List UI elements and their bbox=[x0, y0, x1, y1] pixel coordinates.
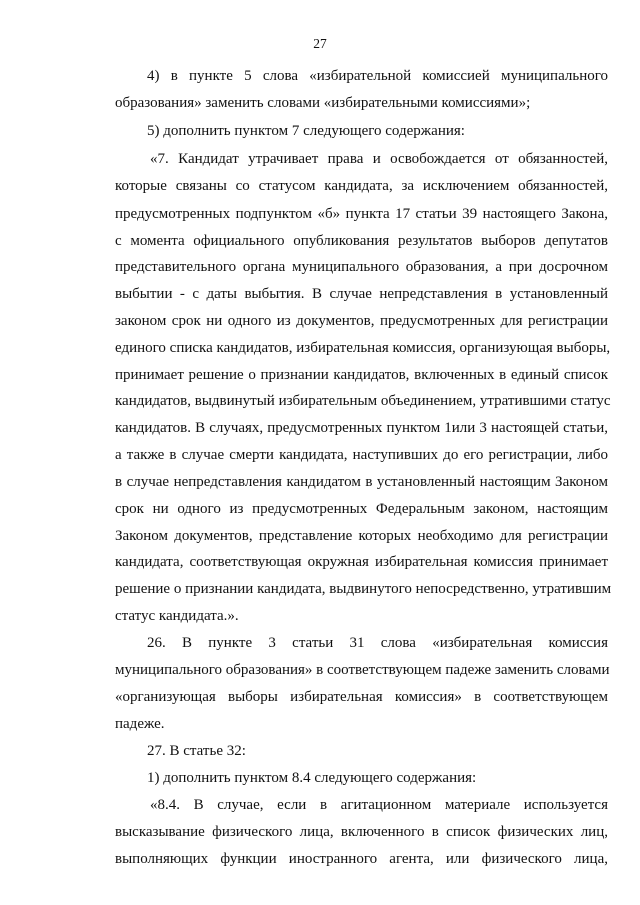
text-line: выбытии - с даты выбытия. В случае непредставления в установленный bbox=[115, 286, 608, 302]
text-line: срок ни одного из предусмотренных Федеральным законом, настоящим bbox=[115, 501, 608, 517]
text-line: в случае непредставления кандидатом в установленный настоящим Законом bbox=[115, 474, 608, 490]
text-line: принимает решение о признании кандидатов, включенных в единый список bbox=[115, 367, 608, 383]
text-line: кандидатов, выдвинутый избирательным объединением, утратившими статус bbox=[115, 393, 611, 409]
text-line: статус кандидата.». bbox=[115, 608, 239, 624]
text-line: образования» заменить словами «избирательными комиссиями»; bbox=[115, 95, 531, 111]
text-line: законом срок ни одного из документов, предусмотренных для регистрации bbox=[115, 313, 608, 329]
text-line: а также в случае смерти кандидата, наступивших до его регистрации, либо bbox=[115, 447, 608, 463]
text-line: единого списка кандидатов, избирательная комиссия, организующая выборы, bbox=[115, 340, 611, 356]
text-line: 27. В статье 32: bbox=[147, 743, 246, 759]
text-line: с момента официального опубликования результатов выборов депутатов bbox=[115, 233, 608, 249]
text-line: высказывание физического лица, включенного в список физических лиц, bbox=[115, 824, 608, 840]
text-line: представительного органа муниципального образования, а при досрочном bbox=[115, 259, 608, 275]
text-line: падеже. bbox=[115, 716, 165, 732]
text-line: решение о признании кандидата, выдвинутого непосредственно, утратившим bbox=[115, 581, 612, 597]
text-line: предусмотренных подпунктом «б» пункта 17 статьи 39 настоящего Закона, bbox=[115, 206, 608, 222]
text-line: кандидата, соответствующая окружная избирательная комиссия принимает bbox=[115, 554, 608, 570]
page-number: 27 bbox=[313, 36, 327, 51]
text-line: «8.4. В случае, если в агитационном материале используется bbox=[150, 797, 608, 813]
text-line: 1) дополнить пунктом 8.4 следующего содержания: bbox=[147, 770, 477, 786]
text-line: 5) дополнить пунктом 7 следующего содержания: bbox=[147, 123, 465, 139]
text-line: муниципального образования» в соответствующем падеже заменить словами bbox=[115, 662, 610, 678]
text-line: выполняющих функции иностранного агента, или физического лица, bbox=[115, 851, 608, 867]
text-line: «7. Кандидат утрачивает права и освобождается от обязанностей, bbox=[150, 151, 608, 167]
text-line: «организующая выборы избирательная комиссия» в соответствующем bbox=[115, 689, 608, 705]
text-line: которые связаны со статусом кандидата, за исключением обязанностей, bbox=[115, 178, 608, 194]
text-line: Законом документов, представление которых необходимо для регистрации bbox=[115, 528, 608, 544]
text-line: 26. В пункте 3 статьи 31 слова «избирательная комиссия bbox=[147, 635, 608, 651]
text-line: кандидатов. В случаях, предусмотренных пунктом 1или 3 настоящей статьи, bbox=[115, 420, 608, 436]
text-line: 4) в пункте 5 слова «избирательной комиссией муниципального bbox=[147, 68, 608, 84]
